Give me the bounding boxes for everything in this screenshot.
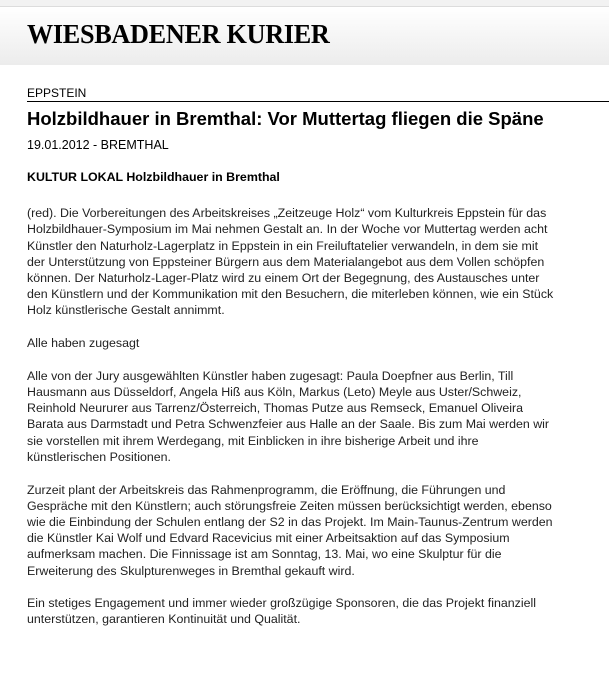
- article-dateline: 19.01.2012 - BREMTHAL: [27, 138, 169, 152]
- article-body: [27, 169, 555, 644]
- article-paragraph-3: Zurzeit plant der Arbeitskreis das Rahmenprogramm, die Eröffnung, die Führungen und Gespräche mit den Künstlern; auch störungsfreie Zeiten müssen berücksichtigt werden, ebenso wie die Einbindung der Schulen entlang der S2 in das Projekt. Im Main-Taunus-Zentrum werden die Künstler Kai Wolf und Edvard Racevicius mit einer Arbeitsaktion auf das Symposium aufmerksam machen. Die Finnissage ist am Sonntag, 13. Mai, wo eine Skulptur für die Erweiterung des Skulpturenweges in Bremthal gekauft wird.: [27, 482, 553, 578]
- article-intro: KULTUR LOKAL Holzbildhauer in Bremthal: [27, 170, 280, 184]
- article-paragraph-2: Alle von der Jury ausgewählten Künstler haben zugesagt: Paula Doepfner aus Berlin, Till Hausmann aus Düsseldorf, Angela Hiß aus Köln, Markus (Leto) Meyle aus Uster/Schweiz, Reinhold Neururer aus Tarrenz/Österreich, Thomas Putze aus Remseck, Emanuel Oliveira Barata aus Darmstadt und Petra Schwenzfeier aus Halle an der Saale. Bis zum Mai werden wir sie vorstellen mit ihrem Werdegang, mit Einblicken in ihre bisherige Arbeit und ihre künstlerischen Positionen.: [27, 368, 550, 464]
- section-label[interactable]: EPPSTEIN: [27, 86, 87, 100]
- article-paragraph-4: Ein stetiges Engagement und immer wieder großzügige Sponsoren, die das Projekt finanziell unterstützen, garantieren Kontinuität und Qualität.: [27, 596, 536, 627]
- article-subheading: Alle haben zugesagt: [27, 336, 140, 351]
- article-paragraph-1: (red). Die Vorbereitungen des Arbeitskreises „Zeitzeuge Holz“ vom Kulturkreis Eppstein für das Holzbildhauer-Symposium im Mai nehmen Gestalt an. In der Woche vor Muttertag werden acht Künstler den Naturholz-Lagerplatz in Eppstein in ein Freiluftatelier verwandeln, in dem sie mit der Unterstützung von Eppsteiner Bürgern aus dem Materialangebot aus dem Vollen schöpfen können. Der Naturholz-Lager-Platz wird zu einem Ort der Begegnung, des Austausches unter den Künstlern und der Kommunikation mit den Besuchern, die miterleben können, wie ein Stück Holz künstlerische Gestalt annimmt.: [27, 206, 554, 318]
- site-logo[interactable]: WIESBADENER KURIER: [27, 19, 330, 49]
- article-title: Holzbildhauer in Bremthal: Vor Muttertag fliegen die Späne: [27, 108, 544, 129]
- section-divider: [27, 101, 609, 102]
- browser-top-strip: [0, 0, 609, 7]
- site-header: [0, 7, 609, 65]
